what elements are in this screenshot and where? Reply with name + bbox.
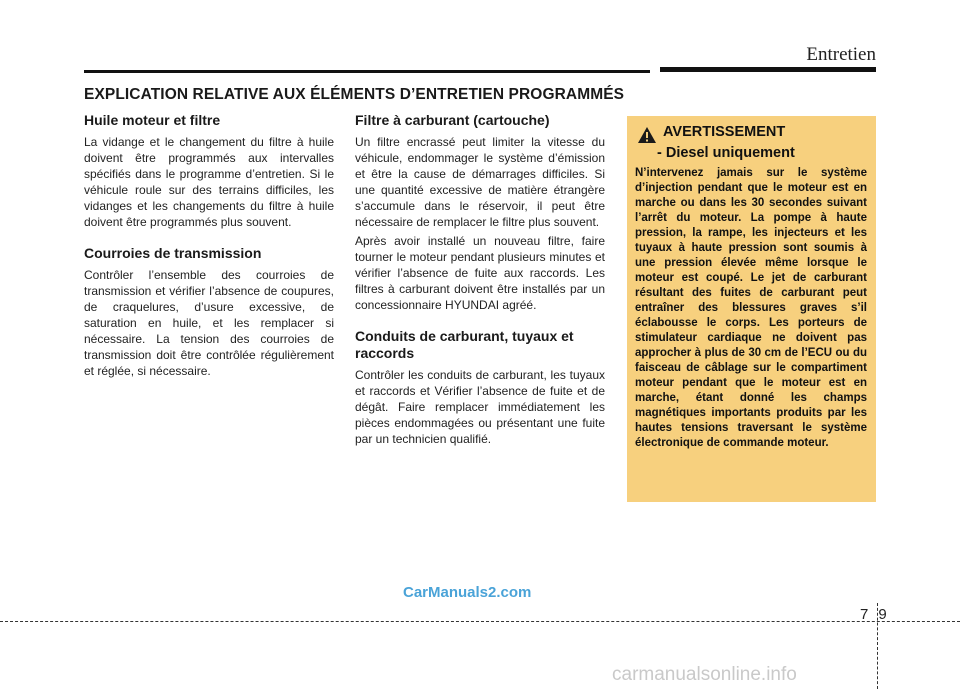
column-left: [84, 112, 334, 382]
oil-text: La vidange et le changement du filtre à huile doivent être programmés aux intervalles spécifiés dans le programme d’entretien. Si le véhicule roule sur des terrains difficiles, les vidanges et les changements du filtre à huile doivent être programmés plus souvent.: [84, 135, 334, 229]
warning-subtitle: - Diesel uniquement: [657, 145, 795, 161]
belts-text: Contrôler l’ensemble des courroies de transmission et vérifier l’absence de coupures, de craquelures, d’usure excessive, de saturation en huile, et les remplacer si nécessaire. La tension des courroies de transmission doit être contrôlée régulièrement et réglée, si nécessaire.: [84, 268, 334, 378]
header-rule-thick: [660, 67, 876, 72]
footer-rule: [0, 621, 960, 622]
oil-heading: Huile moteur et filtre: [84, 112, 221, 128]
header-rule: [84, 70, 650, 73]
warning-title: AVERTISSEMENT: [663, 124, 786, 140]
warning-box: [627, 116, 876, 502]
warning-text: N’intervenez jamais sur le système d’injection pendant que le moteur est en marche ou dans les 30 secondes suivant l’arrêt du moteur. La pompe à haute pression, la rampe, les injecteurs et les tuyaux à haute pression sont soumis à une pression élevée même lorsque le moteur est coupé. Le jet de carburant résultant des fuites de carburant peut entraîner des blessures graves s’il éclabousse le corps. Les porteurs de stimulateur cardiaque ne doivent pas approcher à plus de 30 cm de l’ECU ou du faisceau de câblage sur le compartiment moteur pendant que le moteur est en marche, étant donné les champs magnétiques importants produits par les hautes tensions traversant le système électronique de commande moteur.: [635, 167, 867, 449]
section-title: EXPLICATION RELATIVE AUX ÉLÉMENTS D’ENTRETIEN PROGRAMMÉS: [84, 86, 625, 103]
page-number: [860, 606, 887, 623]
chapter-number: 7: [860, 606, 869, 623]
header-title: Entretien: [806, 44, 876, 65]
watermark-link[interactable]: CarManuals2.com: [403, 584, 532, 601]
belts-heading: Courroies de transmission: [84, 245, 262, 261]
bottom-watermark: carmanualsonline.info: [612, 664, 797, 685]
fuel-filter-text-1: Un filtre encrassé peut limiter la vitesse du véhicule, endommager le système d’émission et être la cause de démarrages difficiles. Si une quantité excessive de matière étrangère s’accumule dans le réservoir, il peut être nécessaire de remplacer le filtre plus souvent.: [355, 135, 605, 229]
page-number-value: 9: [878, 606, 887, 623]
fuel-lines-text: Contrôler les conduits de carburant, les tuyaux et raccords et Vérifier l’absence de fuite et de dégât. Faire remplacer immédiatement les pièces endommagées ou présentant une fuite par un technicien qualifié.: [355, 368, 605, 446]
fuel-lines-heading: Conduits de carburant, tuyaux et raccords: [355, 328, 574, 361]
fuel-filter-text-2: Après avoir installé un nouveau filtre, faire tourner le moteur pendant plusieurs minutes et vérifier l’absence de fuite aux raccords. Les filtres à carburant doivent être installés par un concessionnaire HYUNDAI agréé.: [355, 234, 605, 312]
fuel-filter-heading: Filtre à carburant (cartouche): [355, 112, 550, 128]
column-middle: [355, 112, 605, 450]
warning-triangle-icon: [637, 126, 657, 144]
